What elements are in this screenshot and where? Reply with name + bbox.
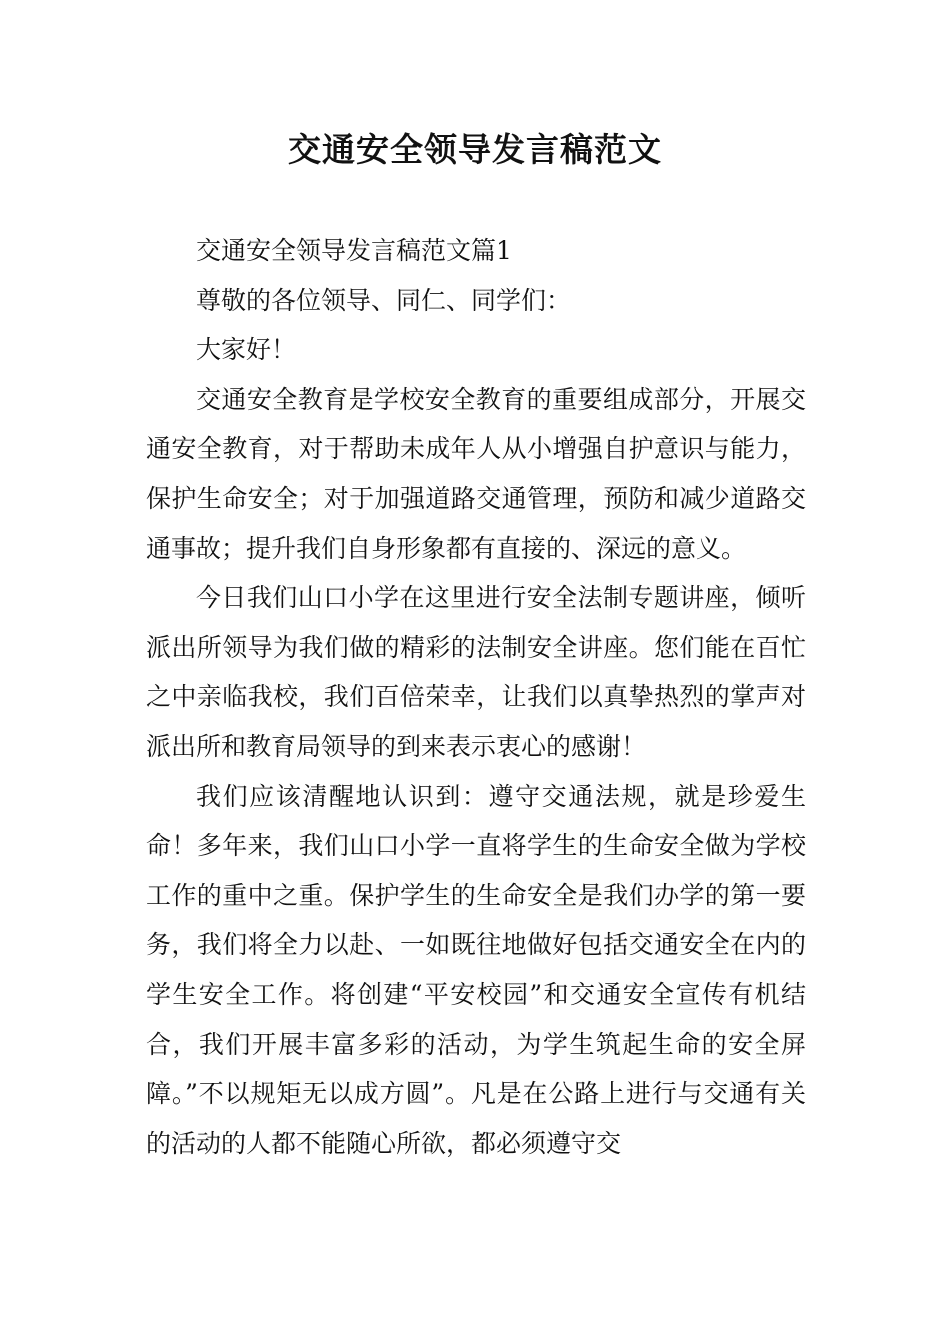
document-body — [146, 226, 806, 1168]
greeting: 大家好！ — [196, 335, 297, 365]
body-paragraph: 我们应该清醒地认识到：遵守交通法规，就是珍爱生命！多年来，我们山口小学一直将学生的生命安全做为学校工作的重中之重。保护学生的生命安全是我们办学的第一要务，我们将全力以赴、一如既往地做好包括交通安全在内的学生安全工作。将创建“平安校园”和交通安全宣传有机结合，我们开展丰富多彩的活动，为学生筑起生命的安全屏障。”不以规矩无以成方圆”。凡是在公路上进行与交通有关的活动的人都不能随心所欲，都必须遵守交 — [146, 781, 806, 1158]
salutation: 尊敬的各位领导、同仁、同学们： — [196, 285, 572, 315]
body-paragraph: 交通安全教育是学校安全教育的重要组成部分，开展交通安全教育，对于帮助未成年人从小增强自护意识与能力，保护生命安全；对于加强道路交通管理，预防和减少道路交通事故；提升我们自身形象都有直接的、深远的意义。 — [146, 384, 806, 563]
section-heading: 交通安全领导发言稿范文篇1 — [196, 236, 512, 265]
body-paragraph: 今日我们山口小学在这里进行安全法制专题讲座，倾听派出所领导为我们做的精彩的法制安全讲座。您们能在百忙之中亲临我校，我们百倍荣幸，让我们以真挚热烈的掌声对派出所和教育局领导的到来表示衷心的感谢！ — [146, 583, 806, 761]
page-title: 交通安全领导发言稿范文 — [288, 130, 662, 169]
